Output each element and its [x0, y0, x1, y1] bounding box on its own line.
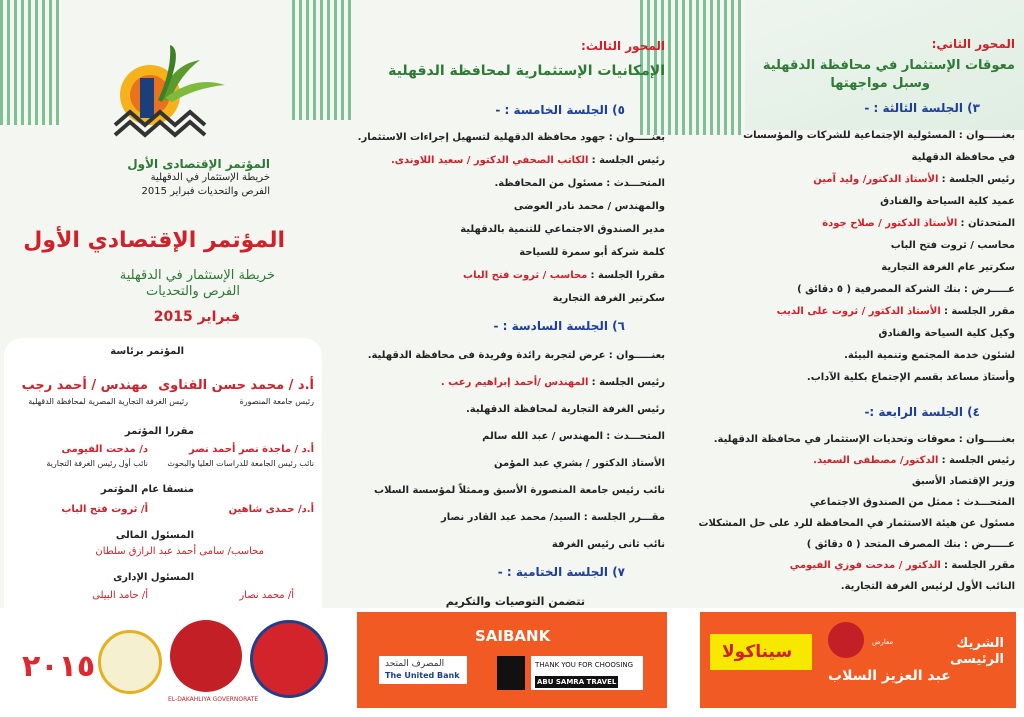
session-row-text: مسئول من المحافظة.	[494, 178, 604, 189]
session-row-label: المتحـــدث :	[606, 431, 665, 442]
session-row-text: نائب رئيس جامعة المنصورة الأسبق وممثلاً لمؤسسة السلاب	[374, 485, 665, 496]
session-row-text: المسئولية الإجتماعية للشركات والمؤسسات	[743, 130, 956, 141]
conference-date: فبراير 2015	[153, 309, 240, 325]
session-row	[700, 306, 1015, 318]
session-row-text: الأستاذ الدكتور / ثروت على الديب	[776, 306, 941, 317]
session-row	[700, 152, 1015, 164]
session-row-text: محاسب / ثروت فتح الباب	[890, 240, 1015, 251]
session-row	[345, 458, 665, 470]
session-row	[345, 132, 665, 144]
main-title: المؤتمر الإقتصادي الأول	[23, 228, 285, 253]
session-row-text: عميد كلية السياحة والفنادق	[880, 196, 1015, 207]
session-row	[345, 155, 665, 167]
axis3-label: المحور الثالث:	[581, 39, 665, 53]
chair-heading: المؤتمر برئاسة	[110, 346, 184, 357]
session-row-label: عـــــرض :	[963, 284, 1015, 295]
thankyou-text: THANK YOU FOR CHOOSING	[535, 661, 634, 669]
session-row	[345, 377, 665, 389]
session-row-text: الأستاذ الدكتور / صلاح جودة	[822, 218, 958, 229]
session-row-label: بعنـــــوان :	[608, 350, 665, 361]
session-row-label: بعنـــــوان :	[608, 132, 665, 143]
session-row-text: الأستاذ الدكتور / بشري عبد المؤمن	[494, 458, 665, 469]
rap2-role: نائب أول رئيس الغرفة التجارية	[46, 459, 148, 468]
session-row-text: الأستاذ الدكتور/ وليد آمين	[813, 174, 939, 185]
session-row-text: المهندس / عبد الله سالم	[482, 431, 604, 442]
session-row-text: معوقات وتحديات الإستثمار في محافظة الدقهلية.	[713, 434, 956, 445]
session-row	[700, 262, 1015, 274]
session-row-text: بنك المصرف المتحد ( ٥ دقائق )	[806, 539, 961, 550]
axis2-title-1: معوقات الإستثمار في محافظة الدقهلية	[762, 58, 1015, 73]
session-row-text: والمهندس / محمد نادر العوضى	[513, 201, 665, 212]
session-row-text: ممثل من الصندوق الاجتماعي	[809, 497, 954, 508]
rap1-role: نائب رئيس الجامعة للدراسات العليا والبحوث	[167, 459, 314, 468]
session-row-label: مقـــرر الجلسة :	[583, 512, 665, 523]
session-row	[700, 350, 1015, 362]
session-row	[700, 476, 1015, 488]
main-subtitle-b: الفرص والتحديات	[146, 284, 240, 299]
session-row	[345, 431, 665, 443]
rapporteurs-heading: مقررا المؤتمر	[124, 426, 194, 437]
session-row-text: لشئون خدمة المجتمع وتنمية البيئة.	[844, 350, 1015, 361]
session-row-text: مدير الصندوق الاجتماعي للتنمية بالدقهلية	[460, 224, 665, 235]
session-row-text: النائب الأول لرئيس الغرفة التجارية.	[840, 581, 1015, 592]
coord2-name: أ/ ثروت فتح الباب	[61, 504, 148, 515]
session-row-label: بعنـــــوان :	[958, 434, 1015, 445]
session-row-text: المهندس /أحمد إبراهيم رعب .	[440, 377, 589, 388]
session-row-text: مسئول عن هيئة الاستثمار في المحافظة للرد على حل المشكلات	[698, 518, 1015, 529]
session-row-text: الكاتب الصحفي الدكتور / سعيد اللاوندى.	[390, 155, 589, 166]
finance-heading: المسئول المالى	[115, 530, 194, 541]
committee-card	[4, 338, 322, 610]
session-row	[700, 174, 1015, 186]
logo-conf-title: المؤتمر الإقتصادى الأول	[127, 157, 270, 171]
session-row-text: جهود محافظة الدقهلية لتسهيل إجراءات الاستثمار.	[357, 132, 606, 143]
session-row	[700, 218, 1015, 230]
session-row	[700, 196, 1015, 208]
session-row-label: رئيس الجلسة :	[941, 174, 1015, 185]
session-row	[345, 270, 665, 282]
united-bank-en: The United Bank	[385, 671, 460, 680]
session-row-text: السيد/ محمد عبد القادر نصار	[441, 512, 581, 523]
session-row-text: وزير الإقتصاد الأسبق	[912, 476, 1015, 487]
session-row	[345, 293, 665, 305]
gen-coord-heading: منسقا عام المؤتمر	[100, 484, 194, 495]
session-row-text: في محافظة الدقهلية	[911, 152, 1015, 163]
united-bank-logo	[379, 656, 467, 684]
session3-title: ٣) الجلسة الثالثة : -	[864, 101, 980, 115]
elsallab-sub: معارض	[872, 638, 894, 646]
sinalco-logo	[710, 634, 812, 670]
session-row-text: محاسب / ثروت فتح الباب	[463, 270, 588, 281]
chair1-name: أ.د / محمد حسن القناوى	[158, 378, 314, 393]
admin-heading: المسئول الإدارى	[113, 572, 194, 583]
session-row	[700, 581, 1015, 593]
admin2-name: أ/ حامد البيلى	[92, 590, 148, 601]
axis3-title: الإمكانيات الإستثمارية لمحافظة الدقهلية	[388, 63, 665, 79]
session-row-text: عرض لتجربة رائدة وفريدة فى محافظة الدقهلية.	[367, 350, 606, 361]
logo-conf-sub2: الفرص والتحديات فبراير 2015	[141, 186, 270, 197]
session7-title: ٧) الجلسة الختامية : -	[497, 565, 625, 579]
session-row-text: وأستاذ مساعد بقسم الإجتماع بكلية الآداب.	[806, 372, 1015, 383]
session-row-label: رئيس الجلسة :	[591, 377, 665, 388]
sinalco-text: سيناكولا	[722, 642, 793, 662]
session-row-label: المتحـــدث :	[606, 178, 665, 189]
chamber-commerce-logo	[250, 620, 328, 698]
session-row	[345, 404, 665, 416]
main-subtitle-a: خريطة الإستثمار في الدقهلية	[119, 268, 275, 283]
mansoura-university-logo	[98, 630, 162, 694]
session-row	[345, 201, 665, 213]
session-row-label: رئيس الجلسة :	[941, 455, 1015, 466]
session-row-text: نائب ثانى رئيس الغرفة	[551, 539, 665, 550]
session6-title: ٦) الجلسة السادسة : -	[493, 319, 625, 333]
session-row-text: رئيس الغرفة التجارية لمحافظة الدقهلية.	[465, 404, 665, 415]
finance-name: محاسب/ سامى أحمد عبد الرازق سلطان	[95, 546, 264, 557]
sponsor-banks-box	[357, 612, 667, 708]
session-row-text: وكيل كلية السياحة والفنادق	[878, 328, 1015, 339]
session-row-text: بنك الشركة المصرفية ( ٥ دقائق )	[797, 284, 961, 295]
admin1-name: أ/ محمد نصار	[239, 590, 294, 601]
rap2-name: د/ مدحت الفيومى	[61, 444, 148, 455]
session-row-label: مقرر الجلسة :	[943, 560, 1015, 571]
session-row	[345, 512, 665, 524]
session-row	[345, 224, 665, 236]
chair1-role: رئيس جامعة المنصورة	[239, 397, 314, 406]
elsallab-name: عبد العزيز السلاب	[828, 668, 951, 684]
session-row	[345, 485, 665, 497]
main-sponsor-label: الشريك الرئيسى	[950, 636, 1004, 667]
abu-samra-banner	[531, 656, 643, 690]
session-row-text: سكرتير الغرفة التجارية	[552, 293, 665, 304]
session-row-text: الدكتور / مدحت فوزي الفيومي	[789, 560, 941, 571]
session-row-label: مقررا الجلسة :	[590, 270, 665, 281]
logo-conf-sub1: خريطة الإستثمار في الدقهلية	[150, 172, 270, 183]
session-row	[345, 539, 665, 551]
session5-title: ٥) الجلسة الخامسة : -	[495, 103, 625, 117]
session-row	[700, 328, 1015, 340]
main-sponsor-box	[700, 612, 1016, 708]
session-row	[345, 178, 665, 190]
axis2-title-2: وسبل مواجهتها	[830, 76, 930, 91]
session-row	[700, 130, 1015, 142]
session-row	[345, 247, 665, 259]
session-row	[700, 284, 1015, 296]
session-row	[700, 434, 1015, 446]
session-row-label: بعنـــــوان :	[958, 130, 1015, 141]
session-row	[345, 350, 665, 362]
dakahlia-governorate-logo	[170, 620, 242, 692]
year-big: ٢٠١٥	[22, 649, 96, 684]
abu-samra-text: ABU SAMRA TRAVEL	[537, 678, 617, 686]
session7-text: تتضمن التوصيات والتكريم	[445, 595, 585, 608]
sun-palm-icon	[100, 40, 240, 155]
axis2-label: المحور الثاني:	[931, 37, 1015, 51]
session-row	[700, 455, 1015, 467]
rap1-name: أ.د / ماجدة نصر أحمد نصر	[188, 444, 314, 455]
session-row-text: سكرتير عام الغرفة التجارية	[881, 262, 1015, 273]
chair2-role: رئيس الغرفة التجارية المصرية لمحافظة الدقهلية	[28, 397, 188, 406]
session-row	[700, 372, 1015, 384]
session-row-label: المتحدثان :	[960, 218, 1015, 229]
session-row-label: المتحـــدث :	[956, 497, 1015, 508]
session-row	[700, 240, 1015, 252]
session-row	[700, 560, 1015, 572]
session-row	[700, 539, 1015, 551]
session-row-label: عـــــرض :	[963, 539, 1015, 550]
session-row-text: الدكتور/ مصطفى السعيد.	[813, 455, 939, 466]
elsallab-badge	[828, 622, 864, 658]
session-row	[700, 497, 1015, 509]
saibank-logo: SAIBANK	[475, 627, 551, 645]
session4-title: ٤) الجلسة الرابعة :-	[864, 405, 980, 419]
abu-samra-logo	[497, 656, 525, 690]
united-bank-ar: المصرف المتحد	[385, 659, 445, 669]
session-row	[700, 518, 1015, 530]
chair2-name: مهندس / أحمد رجب	[21, 378, 148, 393]
session-row-label: مقرر الجلسة :	[943, 306, 1015, 317]
conference-logo	[100, 40, 240, 155]
dakahlia-gov-label: EL-DAKAHLIYA GOVERNORATE	[168, 696, 259, 703]
session-row-label: رئيس الجلسة :	[591, 155, 665, 166]
coord1-name: أ.د/ حمدى شاهين	[228, 504, 314, 515]
session-row-text: كلمة شركة أبو سمرة للسياحة	[519, 247, 665, 258]
